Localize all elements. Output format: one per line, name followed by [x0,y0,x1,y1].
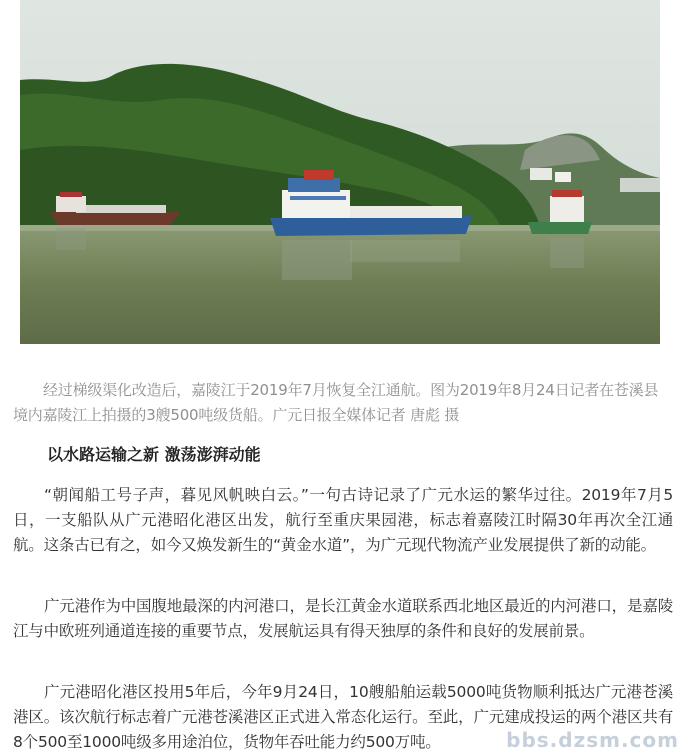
paragraph-2: 广元港作为中国腹地最深的内河港口，是长江黄金水道联系西北地区最近的内河港口，是嘉陵江与中欧班列通道连接的重要节点，发展航运具有得天独厚的条件和良好的发展前景。 [13,597,673,640]
paragraph-3: 广元港昭化港区投用5年后，今年9月24日，10艘船舶运载5000吨货物顺利抵达广元港苍溪港区。该次航行标志着广元港苍溪港区正式进入常态化运行。至此，广元建成投运的两个港区共有8个500至1000吨级多用途泊位，货物年吞吐能力约500万吨。 [13,683,673,751]
article-photo [20,0,660,344]
river-cargo-ships-image [20,0,660,344]
section-subheading: 以水路运输之新 激荡澎湃动能 [47,445,261,464]
paragraph-1: “朝闻船工号子声，暮见风帆映白云。”一句古诗记录了广元水运的繁华过往。2019年7月5日，一支船队从广元港昭化港区出发，航行至重庆果园港，标志着嘉陵江时隔30年再次全江通航。这条古已有之，如今又焕发新生的“黄金水道”，为广元现代物流产业发展提供了新的动能。 [13,486,673,554]
photo-caption: 经过梯级渠化改造后，嘉陵江于2019年7月恢复全江通航。图为2019年8月24日记者在苍溪县境内嘉陵江上拍摄的3艘500吨级货船。广元日报全媒体记者 唐彪 摄 [13,381,659,424]
site-watermark: bbs.dzsm.com [506,728,679,752]
